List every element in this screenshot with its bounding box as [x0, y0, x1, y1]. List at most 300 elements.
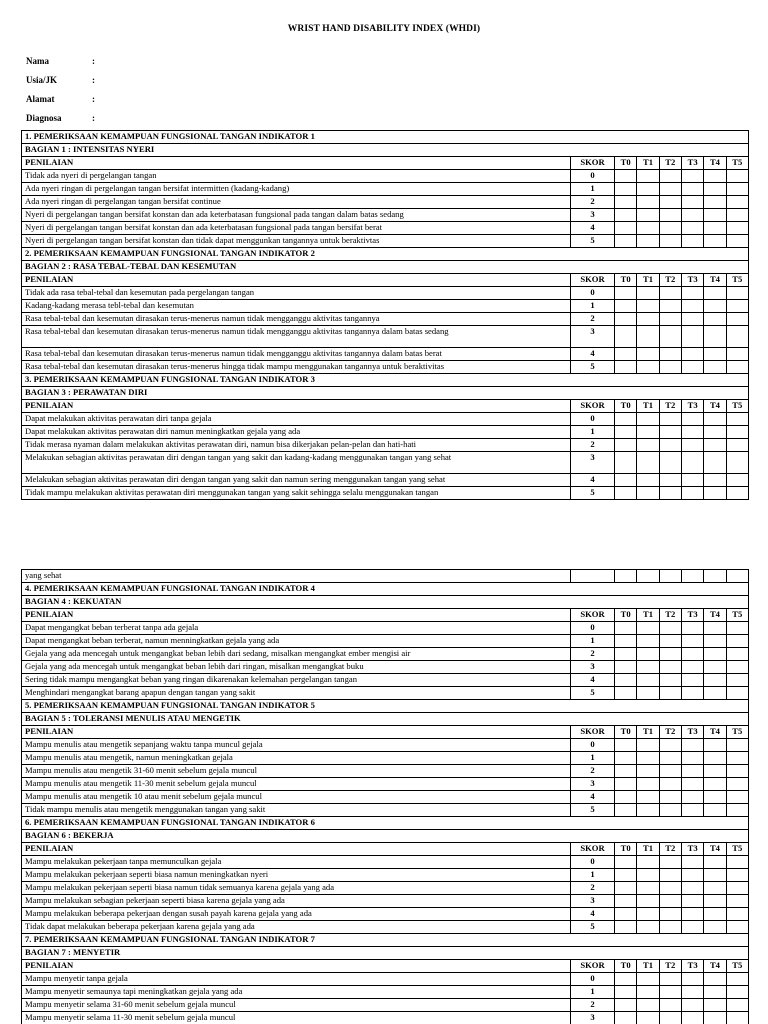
score-cell-t0	[615, 348, 637, 361]
item-description: Mampu melakukan pekerjaan seperti biasa namun meningkatkan nyeri	[22, 869, 571, 882]
score-cell-t5	[726, 1012, 748, 1024]
score-cell-t0	[615, 986, 637, 999]
score-cell-t0	[615, 570, 637, 583]
header-t5: T5	[726, 843, 748, 856]
score-cell-t5	[726, 487, 748, 500]
score-cell-t4	[704, 804, 726, 817]
score-cell-t3	[681, 170, 703, 183]
item-description: Melakukan sebagian aktivitas perawatan diri dengan tangan yang sakit dan kadang-kadang menggunakan tangan yang sehat	[22, 452, 571, 474]
item-row	[22, 439, 749, 452]
item-description: Tidak dapat melakukan beberapa pekerjaan karena gejala yang ada	[22, 921, 571, 934]
score-cell-t0	[615, 452, 637, 474]
score-cell-t4	[704, 439, 726, 452]
score-cell-t4	[704, 739, 726, 752]
score-cell-t1	[637, 778, 659, 791]
item-score: 4	[571, 674, 615, 687]
score-cell-t5	[726, 300, 748, 313]
score-cell-t3	[681, 209, 703, 222]
item-description: Mampu menyetir selama 31-60 menit sebelum gejala muncul	[22, 999, 571, 1012]
header-t1: T1	[637, 726, 659, 739]
item-score: 4	[571, 348, 615, 361]
score-cell-t4	[704, 452, 726, 474]
score-cell-t5	[726, 765, 748, 778]
item-description: Tidak ada rasa tebal-tebal dan kesemutan pada pergelangan tangan	[22, 287, 571, 300]
score-cell-t0	[615, 300, 637, 313]
item-score: 4	[571, 222, 615, 235]
header-t3: T3	[681, 843, 703, 856]
header-t4: T4	[704, 609, 726, 622]
header-t0: T0	[615, 400, 637, 413]
header-t0: T0	[615, 960, 637, 973]
item-row	[22, 856, 749, 869]
item-row	[22, 921, 749, 934]
score-cell-t5	[726, 348, 748, 361]
header-penilaian: PENILAIAN	[22, 726, 571, 739]
score-cell-t2	[659, 882, 681, 895]
item-row	[22, 765, 749, 778]
item-row	[22, 869, 749, 882]
field-colon: :	[92, 56, 95, 66]
item-row	[22, 235, 749, 248]
header-t5: T5	[726, 609, 748, 622]
score-cell-t1	[637, 622, 659, 635]
part-heading-cell: BAGIAN 4 : KEKUATAN	[22, 596, 749, 609]
score-cell-t2	[659, 778, 681, 791]
score-cell-t0	[615, 622, 637, 635]
score-cell-t0	[615, 313, 637, 326]
score-cell-t3	[681, 222, 703, 235]
score-cell-t2	[659, 856, 681, 869]
score-cell-t3	[681, 856, 703, 869]
item-score: 5	[571, 687, 615, 700]
item-score: 1	[571, 752, 615, 765]
item-row	[22, 687, 749, 700]
score-cell-t3	[681, 687, 703, 700]
header-t3: T3	[681, 157, 703, 170]
score-cell-t4	[704, 196, 726, 209]
score-cell-t2	[659, 895, 681, 908]
item-score: 1	[571, 869, 615, 882]
item-row	[22, 452, 749, 474]
item-row	[22, 361, 749, 374]
score-cell-t1	[637, 326, 659, 348]
column-header-row	[22, 843, 749, 856]
part-heading-cell: BAGIAN 6 : BEKERJA	[22, 830, 749, 843]
score-cell-t2	[659, 361, 681, 374]
score-cell-t4	[704, 778, 726, 791]
score-cell-t5	[726, 999, 748, 1012]
score-cell-t1	[637, 222, 659, 235]
item-score: 1	[571, 300, 615, 313]
item-score: 0	[571, 973, 615, 986]
header-penilaian: PENILAIAN	[22, 274, 571, 287]
item-row	[22, 183, 749, 196]
score-cell-t3	[681, 973, 703, 986]
score-cell-t3	[681, 778, 703, 791]
header-skor: SKOR	[571, 274, 615, 287]
score-cell-t2	[659, 570, 681, 583]
score-cell-t0	[615, 973, 637, 986]
score-cell-t3	[681, 895, 703, 908]
part-heading-cell: BAGIAN 1 : INTENSITAS NYERI	[22, 144, 749, 157]
indicator-heading-cell: 1. PEMERIKSAAN KEMAMPUAN FUNGSIONAL TANGAN INDIKATOR 1	[22, 131, 749, 144]
score-cell-t5	[726, 222, 748, 235]
indicator-heading-cell: 4. PEMERIKSAAN KEMAMPUAN FUNGSIONAL TANGAN INDIKATOR 4	[22, 583, 749, 596]
score-cell-t2	[659, 439, 681, 452]
item-description: Rasa tebal-tebal dan kesemutan dirasakan terus-menerus namun tidak mengganggu aktivitas tangannya dalam batas sedang	[22, 326, 571, 348]
item-description: Tidak mampu melakukan aktivitas perawatan diri menggunakan tangan yang sakit sehingga selalu menggunakan tangan	[22, 487, 571, 500]
item-row	[22, 170, 749, 183]
item-description: Ada nyeri ringan di pergelangan tangan bersifat intermitten (kadang-kadang)	[22, 183, 571, 196]
score-cell-t1	[637, 869, 659, 882]
score-cell-t2	[659, 209, 681, 222]
field-colon: :	[92, 113, 95, 123]
item-row	[22, 908, 749, 921]
field-label: Alamat	[26, 94, 55, 104]
score-cell-t0	[615, 791, 637, 804]
score-cell-t4	[704, 426, 726, 439]
score-cell-t5	[726, 183, 748, 196]
item-row	[22, 222, 749, 235]
header-t4: T4	[704, 726, 726, 739]
item-row	[22, 313, 749, 326]
score-cell-t0	[615, 921, 637, 934]
header-t5: T5	[726, 274, 748, 287]
item-score: 1	[571, 986, 615, 999]
score-cell-t5	[726, 635, 748, 648]
score-cell-t0	[615, 895, 637, 908]
score-cell-t1	[637, 921, 659, 934]
item-description: Mampu melakukan pekerjaan seperti biasa namun tidak semuanya karena gejala yang ada	[22, 882, 571, 895]
item-description: Mampu menulis atau mengetik 10 atau menit sebelum gejala muncul	[22, 791, 571, 804]
item-row	[22, 986, 749, 999]
item-row	[22, 882, 749, 895]
score-cell-t1	[637, 999, 659, 1012]
score-cell-t0	[615, 674, 637, 687]
field-colon: :	[92, 75, 95, 85]
item-description: Kadang-kadang merasa tebl-tebal dan kesemutan	[22, 300, 571, 313]
column-header-row	[22, 960, 749, 973]
header-t1: T1	[637, 157, 659, 170]
item-description: Mampu menyetir tanpa gejala	[22, 973, 571, 986]
item-row	[22, 973, 749, 986]
item-score: 0	[571, 413, 615, 426]
score-cell-t4	[704, 674, 726, 687]
score-cell-t3	[681, 196, 703, 209]
score-cell-t0	[615, 778, 637, 791]
score-cell-t5	[726, 170, 748, 183]
score-cell-t3	[681, 235, 703, 248]
score-cell-t4	[704, 752, 726, 765]
score-cell-t4	[704, 687, 726, 700]
score-cell-t3	[681, 326, 703, 348]
score-cell-t5	[726, 474, 748, 487]
item-description: Nyeri di pergelangan tangan bersifat konstan dan tidak dapat menggunkan tangannya untuk beraktivtas	[22, 235, 571, 248]
indicator-heading-cell: 6. PEMERIKSAAN KEMAMPUAN FUNGSIONAL TANGAN INDIKATOR 6	[22, 817, 749, 830]
score-cell-t0	[615, 908, 637, 921]
part-heading	[22, 713, 749, 726]
score-cell-t5	[726, 313, 748, 326]
score-cell-t0	[615, 361, 637, 374]
score-cell-t0	[615, 765, 637, 778]
part-heading-cell: BAGIAN 2 : RASA TEBAL-TEBAL DAN KESEMUTAN	[22, 261, 749, 274]
score-cell-t3	[681, 452, 703, 474]
score-cell-t1	[637, 361, 659, 374]
score-cell-t5	[726, 908, 748, 921]
score-cell-t1	[637, 1012, 659, 1024]
item-row	[22, 474, 749, 487]
document-title: WRIST HAND DISABILITY INDEX (WHDI)	[287, 24, 481, 34]
score-cell-t4	[704, 895, 726, 908]
score-cell-t2	[659, 921, 681, 934]
score-cell-t5	[726, 882, 748, 895]
indicator-heading-cell: 2. PEMERIKSAAN KEMAMPUAN FUNGSIONAL TANGAN INDIKATOR 2	[22, 248, 749, 261]
score-cell-t3	[681, 361, 703, 374]
score-cell-t1	[637, 635, 659, 648]
item-score: 4	[571, 908, 615, 921]
score-cell-t1	[637, 287, 659, 300]
indicator-heading	[22, 248, 749, 261]
header-t2: T2	[659, 400, 681, 413]
score-cell-t3	[681, 661, 703, 674]
part-heading	[22, 947, 749, 960]
header-skor: SKOR	[571, 726, 615, 739]
score-cell-t4	[704, 326, 726, 348]
item-description: Rasa tebal-tebal dan kesemutan dirasakan terus-menerus namun tidak mengganggu aktivitas tangannya dalam batas berat	[22, 348, 571, 361]
item-score: 5	[571, 487, 615, 500]
header-penilaian: PENILAIAN	[22, 157, 571, 170]
score-cell-t1	[637, 439, 659, 452]
item-row	[22, 426, 749, 439]
item-score: 3	[571, 452, 615, 474]
score-cell-t5	[726, 973, 748, 986]
header-penilaian: PENILAIAN	[22, 843, 571, 856]
column-header-row	[22, 609, 749, 622]
item-description: Nyeri di pergelangan tangan bersifat konstan dan ada keterbatasan fungsional pada tangan bersifat berat	[22, 222, 571, 235]
header-t2: T2	[659, 960, 681, 973]
item-row	[22, 804, 749, 817]
item-description: Menghindari mengangkat barang apapun dengan tangan yang sakit	[22, 687, 571, 700]
header-t1: T1	[637, 609, 659, 622]
score-cell-t2	[659, 235, 681, 248]
score-cell-t5	[726, 287, 748, 300]
score-cell-t2	[659, 170, 681, 183]
score-cell-t1	[637, 856, 659, 869]
item-description: Dapat mengangkat beban terberat tanpa ada gejala	[22, 622, 571, 635]
score-cell-t2	[659, 908, 681, 921]
column-header-row	[22, 274, 749, 287]
score-cell-t3	[681, 752, 703, 765]
score-cell-t2	[659, 287, 681, 300]
score-cell-t5	[726, 804, 748, 817]
score-cell-t4	[704, 791, 726, 804]
score-cell-t2	[659, 687, 681, 700]
score-cell-t2	[659, 635, 681, 648]
indicator-heading	[22, 700, 749, 713]
item-row	[22, 739, 749, 752]
header-t0: T0	[615, 843, 637, 856]
item-score: 2	[571, 196, 615, 209]
score-cell-t3	[681, 439, 703, 452]
item-description: Melakukan sebagian aktivitas perawatan diri dengan tangan yang sakit dan namun sering menggunakan tangan yang sehat	[22, 474, 571, 487]
score-cell-t1	[637, 752, 659, 765]
score-cell-t0	[615, 999, 637, 1012]
item-row	[22, 999, 749, 1012]
header-t0: T0	[615, 726, 637, 739]
header-t5: T5	[726, 157, 748, 170]
score-cell-t1	[637, 183, 659, 196]
header-t1: T1	[637, 400, 659, 413]
score-cell-t0	[615, 882, 637, 895]
header-t2: T2	[659, 843, 681, 856]
header-penilaian: PENILAIAN	[22, 960, 571, 973]
score-cell-t4	[704, 856, 726, 869]
column-header-row	[22, 726, 749, 739]
whdi-table-part-2	[21, 569, 749, 1024]
header-t4: T4	[704, 400, 726, 413]
score-cell-t4	[704, 921, 726, 934]
field-nama	[26, 56, 95, 66]
indicator-heading	[22, 583, 749, 596]
score-cell-t4	[704, 973, 726, 986]
score-cell-t4	[704, 287, 726, 300]
score-cell-t4	[704, 622, 726, 635]
score-cell-t4	[704, 869, 726, 882]
header-skor: SKOR	[571, 157, 615, 170]
item-row	[22, 778, 749, 791]
item-description: Tidak ada nyeri di pergelangan tangan	[22, 170, 571, 183]
score-cell-t4	[704, 313, 726, 326]
score-cell-t4	[704, 986, 726, 999]
header-t4: T4	[704, 843, 726, 856]
item-description: Mampu melakukan beberapa pekerjaan dengan susah payah karena gejala yang ada	[22, 908, 571, 921]
header-t5: T5	[726, 960, 748, 973]
score-cell-t0	[615, 222, 637, 235]
header-skor: SKOR	[571, 843, 615, 856]
header-skor: SKOR	[571, 960, 615, 973]
item-score: 4	[571, 791, 615, 804]
header-t2: T2	[659, 274, 681, 287]
field-colon: :	[92, 94, 95, 104]
header-t3: T3	[681, 400, 703, 413]
score-cell-t4	[704, 487, 726, 500]
score-cell-t2	[659, 487, 681, 500]
score-cell-t5	[726, 752, 748, 765]
part-heading	[22, 261, 749, 274]
score-cell-t5	[726, 895, 748, 908]
field-label: Diagnosa	[26, 113, 62, 123]
item-description: Mampu melakukan sebagian pekerjaan seperti biasa karena gejala yang ada	[22, 895, 571, 908]
header-t1: T1	[637, 274, 659, 287]
item-description: Rasa tebal-tebal dan kesemutan dirasakan terus-menerus hingga tidak mampu menggunakan tangannya untuk beraktivitas	[22, 361, 571, 374]
score-cell-t2	[659, 765, 681, 778]
score-cell-t5	[726, 361, 748, 374]
score-cell-t0	[615, 474, 637, 487]
score-cell-t3	[681, 648, 703, 661]
continuation-row	[22, 570, 749, 583]
score-cell-t0	[615, 439, 637, 452]
score-cell-t2	[659, 999, 681, 1012]
score-cell-t2	[659, 413, 681, 426]
column-header-row	[22, 400, 749, 413]
header-t4: T4	[704, 274, 726, 287]
part-heading	[22, 144, 749, 157]
part-heading	[22, 387, 749, 400]
score-cell-t0	[615, 739, 637, 752]
header-t5: T5	[726, 400, 748, 413]
score-cell-t1	[637, 235, 659, 248]
score-cell-t1	[637, 687, 659, 700]
score-cell-t3	[681, 413, 703, 426]
header-t5: T5	[726, 726, 748, 739]
score-cell-t3	[681, 313, 703, 326]
score-cell-t3	[681, 287, 703, 300]
score-cell-t0	[615, 209, 637, 222]
score-cell-t4	[704, 300, 726, 313]
score-cell-t0	[615, 661, 637, 674]
field-label: Nama	[26, 56, 49, 66]
score-cell-t0	[615, 426, 637, 439]
item-score: 2	[571, 999, 615, 1012]
item-score: 5	[571, 235, 615, 248]
score-cell-t1	[637, 895, 659, 908]
score-cell-t1	[637, 791, 659, 804]
item-description: Nyeri di pergelangan tangan bersifat konstan dan ada keterbatasan fungsional pada tangan dalam batas sedang	[22, 209, 571, 222]
score-cell-t5	[726, 452, 748, 474]
part-heading-cell: BAGIAN 7 : MENYETIR	[22, 947, 749, 960]
score-cell-t3	[681, 908, 703, 921]
score-cell-t0	[615, 752, 637, 765]
score-cell-t5	[726, 869, 748, 882]
part-heading-cell: BAGIAN 3 : PERAWATAN DIRI	[22, 387, 749, 400]
item-row	[22, 752, 749, 765]
score-cell-t3	[681, 882, 703, 895]
header-t0: T0	[615, 274, 637, 287]
score-cell-t2	[659, 313, 681, 326]
score-cell-t5	[726, 739, 748, 752]
score-cell-t1	[637, 426, 659, 439]
header-t4: T4	[704, 960, 726, 973]
item-row	[22, 895, 749, 908]
score-cell-t5	[726, 413, 748, 426]
item-score: 3	[571, 209, 615, 222]
header-skor: SKOR	[571, 609, 615, 622]
score-cell-t5	[726, 426, 748, 439]
score-cell-t4	[704, 765, 726, 778]
score-cell-t1	[637, 474, 659, 487]
item-score: 2	[571, 765, 615, 778]
score-cell-t2	[659, 348, 681, 361]
score-cell-t2	[659, 1012, 681, 1024]
field-usia-jk	[26, 75, 95, 85]
score-cell-t3	[681, 622, 703, 635]
item-row	[22, 209, 749, 222]
item-row	[22, 622, 749, 635]
header-t3: T3	[681, 726, 703, 739]
score-cell-t4	[704, 1012, 726, 1024]
item-description: Rasa tebal-tebal dan kesemutan dirasakan terus-menerus namun tidak mengganggu aktivitas tangannya	[22, 313, 571, 326]
score-cell-t3	[681, 765, 703, 778]
score-cell-t4	[704, 635, 726, 648]
item-score: 3	[571, 661, 615, 674]
score-cell-t5	[726, 196, 748, 209]
score-cell-t3	[681, 474, 703, 487]
item-description: Dapat mengangkat beban terberat, namun menningkatkan gejala yang ada	[22, 635, 571, 648]
score-cell-t3	[681, 426, 703, 439]
item-row	[22, 648, 749, 661]
score-cell-t0	[615, 635, 637, 648]
score-cell-t0	[615, 869, 637, 882]
